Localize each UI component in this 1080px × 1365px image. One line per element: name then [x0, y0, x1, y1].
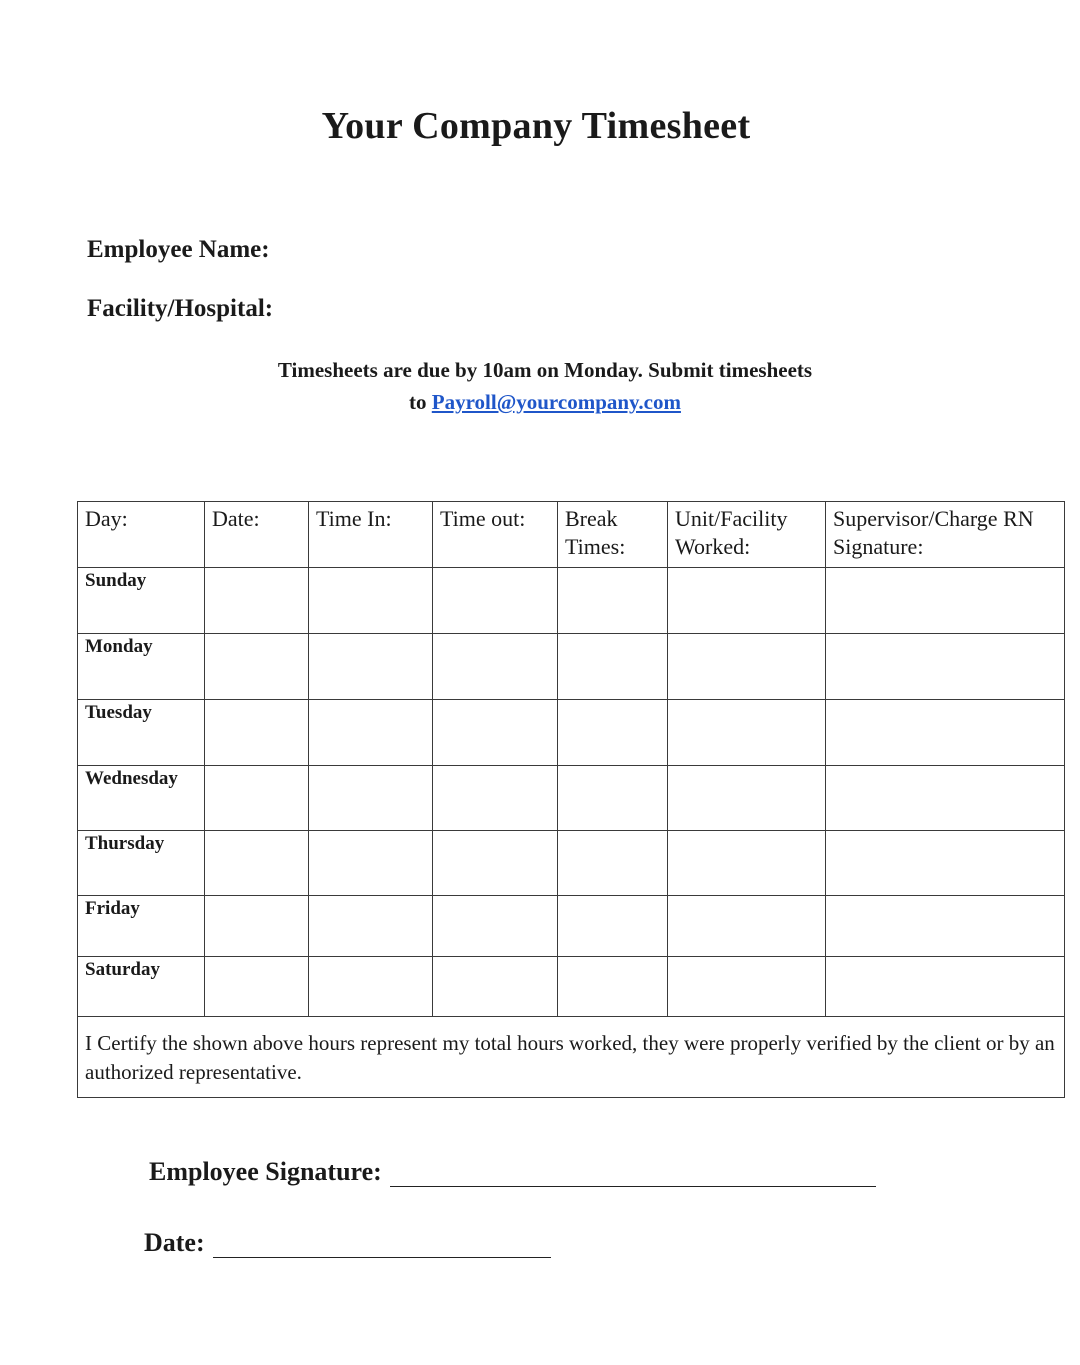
day-cell: Friday — [78, 896, 205, 957]
date-cell[interactable] — [205, 700, 309, 766]
page-title: Your Company Timesheet — [321, 105, 751, 147]
time-in-cell[interactable] — [309, 700, 433, 766]
day-cell: Sunday — [78, 568, 205, 634]
day-cell: Wednesday — [78, 766, 205, 831]
day-cell: Monday — [78, 634, 205, 700]
supervisor-signature-cell[interactable] — [826, 568, 1065, 634]
employee-name-label: Employee Name: — [87, 236, 270, 263]
table-row — [78, 634, 1065, 700]
date-cell[interactable] — [205, 831, 309, 896]
day-cell: Thursday — [78, 831, 205, 896]
time-out-cell[interactable] — [433, 634, 558, 700]
table-row — [78, 700, 1065, 766]
unit-facility-cell[interactable] — [668, 634, 826, 700]
date-cell[interactable] — [205, 766, 309, 831]
certification-row — [78, 1017, 1065, 1098]
break-times-cell[interactable] — [558, 957, 668, 1017]
time-in-cell[interactable] — [309, 568, 433, 634]
signature-date-row — [144, 1228, 551, 1258]
time-in-cell[interactable] — [309, 957, 433, 1017]
break-times-cell[interactable] — [558, 568, 668, 634]
time-out-cell[interactable] — [433, 568, 558, 634]
notice-line-2 — [150, 386, 940, 418]
unit-facility-cell[interactable] — [668, 896, 826, 957]
header-time-out: Time out: — [433, 502, 558, 568]
table-row — [78, 766, 1065, 831]
unit-facility-cell[interactable] — [668, 831, 826, 896]
date-cell[interactable] — [205, 634, 309, 700]
table-row — [78, 957, 1065, 1017]
time-in-cell[interactable] — [309, 831, 433, 896]
date-cell[interactable] — [205, 896, 309, 957]
break-times-cell[interactable] — [558, 831, 668, 896]
time-out-cell[interactable] — [433, 700, 558, 766]
header-date: Date: — [205, 502, 309, 568]
break-times-cell[interactable] — [558, 634, 668, 700]
header-time-in: Time In: — [309, 502, 433, 568]
employee-signature-line[interactable] — [390, 1164, 876, 1187]
facility-hospital-label: Facility/Hospital: — [87, 295, 274, 322]
table-row — [78, 831, 1065, 896]
supervisor-signature-cell[interactable] — [826, 766, 1065, 831]
notice-to-text: to — [409, 390, 432, 414]
table-row — [78, 896, 1065, 957]
submission-notice — [150, 354, 940, 418]
time-in-cell[interactable] — [309, 634, 433, 700]
header-day: Day: — [78, 502, 205, 568]
signature-date-label: Date: — [144, 1228, 205, 1257]
supervisor-signature-cell[interactable] — [826, 896, 1065, 957]
supervisor-signature-cell[interactable] — [826, 634, 1065, 700]
supervisor-signature-cell[interactable] — [826, 700, 1065, 766]
day-cell: Saturday — [78, 957, 205, 1017]
day-cell: Tuesday — [78, 700, 205, 766]
unit-facility-cell[interactable] — [668, 957, 826, 1017]
header-supervisor-signature: Supervisor/Charge RN Signature: — [826, 502, 1065, 568]
table-header-row — [78, 502, 1065, 568]
time-in-cell[interactable] — [309, 766, 433, 831]
unit-facility-cell[interactable] — [668, 568, 826, 634]
unit-facility-cell[interactable] — [668, 700, 826, 766]
notice-line-1: Timesheets are due by 10am on Monday. Submit timesheets — [277, 358, 813, 382]
unit-facility-cell[interactable] — [668, 766, 826, 831]
signature-date-line[interactable] — [213, 1235, 551, 1258]
certification-statement: I Certify the shown above hours represent my total hours worked, they were properly verified by the client or by an authorized representative. — [78, 1017, 1065, 1098]
supervisor-signature-cell[interactable] — [826, 957, 1065, 1017]
table-row — [78, 568, 1065, 634]
employee-signature-label: Employee Signature: — [149, 1157, 382, 1186]
header-unit-facility: Unit/Facility Worked: — [668, 502, 826, 568]
date-cell[interactable] — [205, 957, 309, 1017]
supervisor-signature-cell[interactable] — [826, 831, 1065, 896]
time-out-cell[interactable] — [433, 957, 558, 1017]
break-times-cell[interactable] — [558, 766, 668, 831]
employee-signature-row — [149, 1157, 876, 1187]
time-in-cell[interactable] — [309, 896, 433, 957]
timesheet-table — [77, 501, 1065, 1098]
header-break-times: Break Times: — [558, 502, 668, 568]
time-out-cell[interactable] — [433, 766, 558, 831]
break-times-cell[interactable] — [558, 700, 668, 766]
payroll-email-link[interactable]: Payroll@yourcompany.com — [431, 390, 681, 414]
date-cell[interactable] — [205, 568, 309, 634]
time-out-cell[interactable] — [433, 831, 558, 896]
break-times-cell[interactable] — [558, 896, 668, 957]
time-out-cell[interactable] — [433, 896, 558, 957]
